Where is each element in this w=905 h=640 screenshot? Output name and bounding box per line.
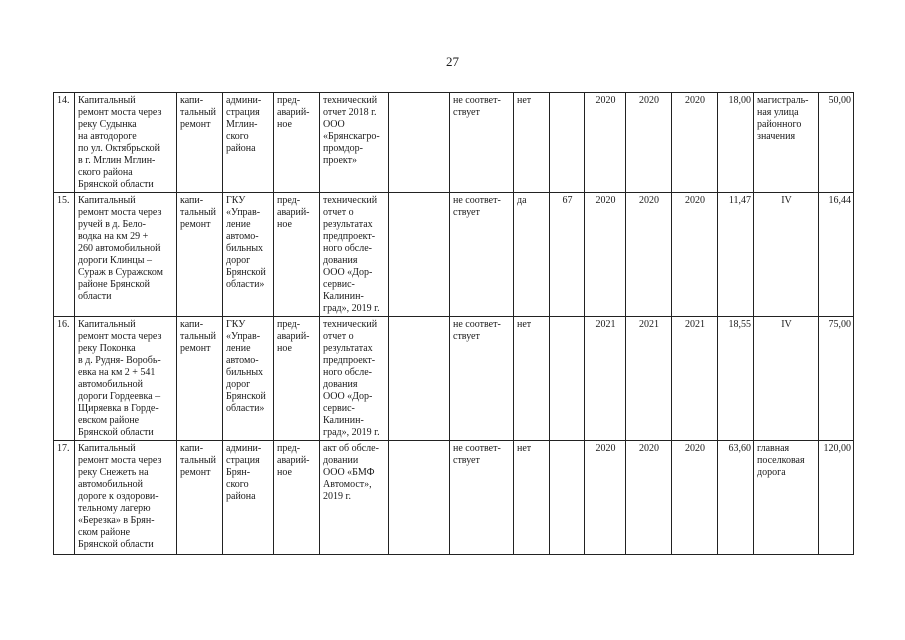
compliance: не соответ- ствует xyxy=(450,317,514,441)
basis-document: технический отчет 2018 г. ООО «Брянскагро- промдор- проект» xyxy=(320,93,389,193)
year-start: 2020 xyxy=(585,93,626,193)
owner: ГКУ «Управ- ление автомо- бильных дорог Брянской области» xyxy=(223,193,274,317)
year-end: 2020 xyxy=(672,93,718,193)
length-value: 18,00 xyxy=(718,93,754,193)
year-start: 2020 xyxy=(585,441,626,555)
owner: админи- страция Брян- ского района xyxy=(223,441,274,555)
row-number: 15. xyxy=(54,193,75,317)
road-category: магистраль- ная улица районного значения xyxy=(754,93,819,193)
work-type: капи- тальный ремонт xyxy=(177,193,223,317)
compliance: не соответ- ствует xyxy=(450,441,514,555)
year-mid: 2020 xyxy=(626,193,672,317)
owner: ГКУ «Управ- ление автомо- бильных дорог Брянской области» xyxy=(223,317,274,441)
table-body xyxy=(54,93,854,555)
year-end: 2021 xyxy=(672,317,718,441)
cost-value: 120,00 xyxy=(819,441,854,555)
basis-document: акт об обсле- довании ООО «БМФ Автомост», 2019 г. xyxy=(320,441,389,555)
table-row xyxy=(54,317,854,441)
year-mid: 2021 xyxy=(626,317,672,441)
object-name: Капитальный ремонт моста через реку Поконка в д. Рудня- Воробь- евка на км 2 + 541 автомобильной дороги Гордеевка – Щиряевка в Горде- евском районе Брянской области xyxy=(75,317,177,441)
condition: пред- аварий- ное xyxy=(274,93,320,193)
owner: админи- страция Мглин- ского района xyxy=(223,93,274,193)
blank-cell xyxy=(389,441,450,555)
has-flag: нет xyxy=(514,93,550,193)
year-end: 2020 xyxy=(672,193,718,317)
has-flag: да xyxy=(514,193,550,317)
blank-cell xyxy=(389,193,450,317)
object-name: Капитальный ремонт моста через реку Снежеть на автомобильной дороге к оздорови- тельному лагерю «Березка» в Брян- ском районе Брянской области xyxy=(75,441,177,555)
length-value: 11,47 xyxy=(718,193,754,317)
cost-value: 50,00 xyxy=(819,93,854,193)
bridge-repair-table xyxy=(53,92,854,555)
work-type: капи- тальный ремонт xyxy=(177,317,223,441)
row-number: 17. xyxy=(54,441,75,555)
table-row xyxy=(54,93,854,193)
has-flag: нет xyxy=(514,317,550,441)
year-mid: 2020 xyxy=(626,93,672,193)
length-value: 18,55 xyxy=(718,317,754,441)
year-start: 2021 xyxy=(585,317,626,441)
year-mid: 2020 xyxy=(626,441,672,555)
cost-value: 75,00 xyxy=(819,317,854,441)
condition: пред- аварий- ное xyxy=(274,441,320,555)
work-type: капи- тальный ремонт xyxy=(177,441,223,555)
blank-cell xyxy=(389,93,450,193)
count-value xyxy=(550,93,585,193)
count-value xyxy=(550,441,585,555)
page-number: 27 xyxy=(446,54,459,69)
work-type: капи- тальный ремонт xyxy=(177,93,223,193)
cost-value: 16,44 xyxy=(819,193,854,317)
compliance: не соответ- ствует xyxy=(450,93,514,193)
table-row xyxy=(54,193,854,317)
compliance: не соответ- ствует xyxy=(450,193,514,317)
length-value: 63,60 xyxy=(718,441,754,555)
condition: пред- аварий- ное xyxy=(274,317,320,441)
object-name: Капитальный ремонт моста через ручей в д. Бело- водка на км 29 + 260 автомобильной дороги Клинцы – Сураж в Суражском районе Брянской области xyxy=(75,193,177,317)
count-value xyxy=(550,317,585,441)
count-value: 67 xyxy=(550,193,585,317)
road-category: главная поселковая дорога xyxy=(754,441,819,555)
year-start: 2020 xyxy=(585,193,626,317)
row-number: 16. xyxy=(54,317,75,441)
has-flag: нет xyxy=(514,441,550,555)
condition: пред- аварий- ное xyxy=(274,193,320,317)
road-category: IV xyxy=(754,193,819,317)
table-row xyxy=(54,441,854,555)
year-end: 2020 xyxy=(672,441,718,555)
basis-document: технический отчет о результатах предпроект- ного обсле- дования ООО «Дор- сервис- Калинин- град», 2019 г. xyxy=(320,193,389,317)
blank-cell xyxy=(389,317,450,441)
row-number: 14. xyxy=(54,93,75,193)
basis-document: технический отчет о результатах предпроект- ного обсле- дования ООО «Дор- сервис- Калинин- град», 2019 г. xyxy=(320,317,389,441)
road-category: IV xyxy=(754,317,819,441)
object-name: Капитальный ремонт моста через реку Судынка на автодороге по ул. Октябрьской в г. Мглин Мглин- ского района Брянской области xyxy=(75,93,177,193)
